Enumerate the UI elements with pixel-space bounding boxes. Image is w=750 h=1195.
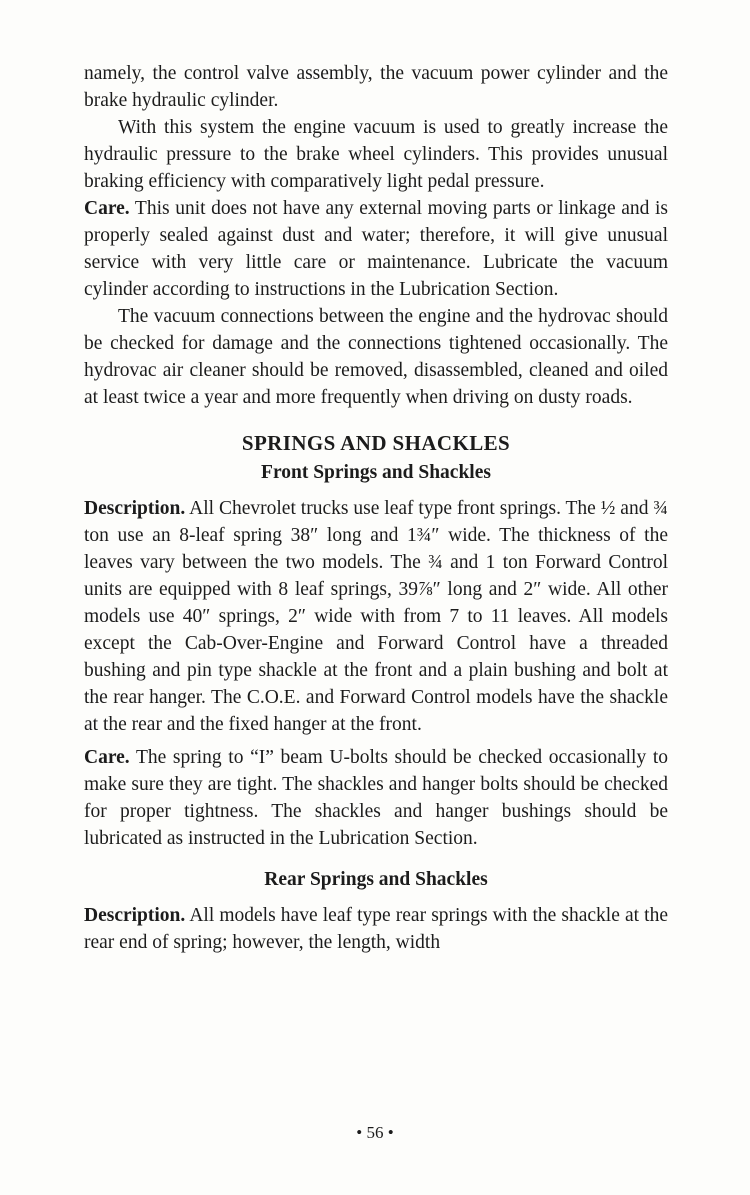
- care-label: Care.: [84, 747, 130, 768]
- subsection-heading-rear-springs: Rear Springs and Shackles: [264, 869, 488, 890]
- description-paragraph-rear: [84, 902, 668, 956]
- care-paragraph-vacuum: [84, 195, 668, 303]
- paragraph-system: With this system the engine vacuum is used to greatly increase the hydraulic pressure to the brake wheel cylinders. This provides unusual braking efficiency with comparatively light pedal pressure.: [84, 117, 668, 192]
- description-label: Description.: [84, 498, 186, 519]
- care-text: This unit does not have any external moving parts or linkage and is properly sealed against dust and water; therefore, it will give unusual service with very little care or maintenance. Lubricate the vacuum cylinder according to instructions in the Lubrication Section.: [84, 198, 668, 300]
- care-paragraph-front: [84, 744, 668, 852]
- paragraph-connections: The vacuum connections between the engine and the hydrovac should be checked for damage and the connections tightened occasionally. The hydrovac air cleaner should be removed, disassembled, cleaned and oiled at least twice a year and more frequently when driving on dusty roads.: [84, 306, 668, 408]
- subsection-heading-front-springs: Front Springs and Shackles: [261, 462, 491, 483]
- care-text: The spring to “I” beam U-bolts should be checked occasionally to make sure they are tight. The shackles and hanger bolts should be checked for proper tightness. The shackles and hanger bushings should be lubricated as instructed in the Lubrication Section.: [84, 747, 668, 849]
- paragraph-continuation: namely, the control valve assembly, the vacuum power cylinder and the brake hydraulic cylinder.: [84, 63, 668, 111]
- description-label: Description.: [84, 905, 186, 926]
- section-heading-springs-and-shackles: SPRINGS AND SHACKLES: [241, 431, 511, 455]
- care-label: Care.: [84, 198, 130, 219]
- page-number: • 56 •: [356, 1123, 394, 1142]
- description-paragraph-front: [84, 495, 668, 738]
- description-text: All Chevrolet trucks use leaf type front springs. The ½ and ¾ ton use an 8-leaf spring 38″ long and 1¾″ wide. The thickness of the leaves vary between the two models. The ¾ and 1 ton Forward Control units are equipped with 8 leaf springs, 39⅞″ long and 2″ wide. All other models use 40″ springs, 2″ wide with from 7 to 11 leaves. All models except the Cab-Over-Engine and Forward Control have a threaded bushing and pin type shackle at the front and a plain bushing and bolt at the rear hanger. The C.O.E. and Forward Control models have the shackle at the rear and the fixed hanger at the front.: [84, 498, 668, 735]
- description-text: All models have leaf type rear springs with the shackle at the rear end of spring; however, the length, width: [84, 905, 668, 953]
- page-body: [84, 60, 668, 956]
